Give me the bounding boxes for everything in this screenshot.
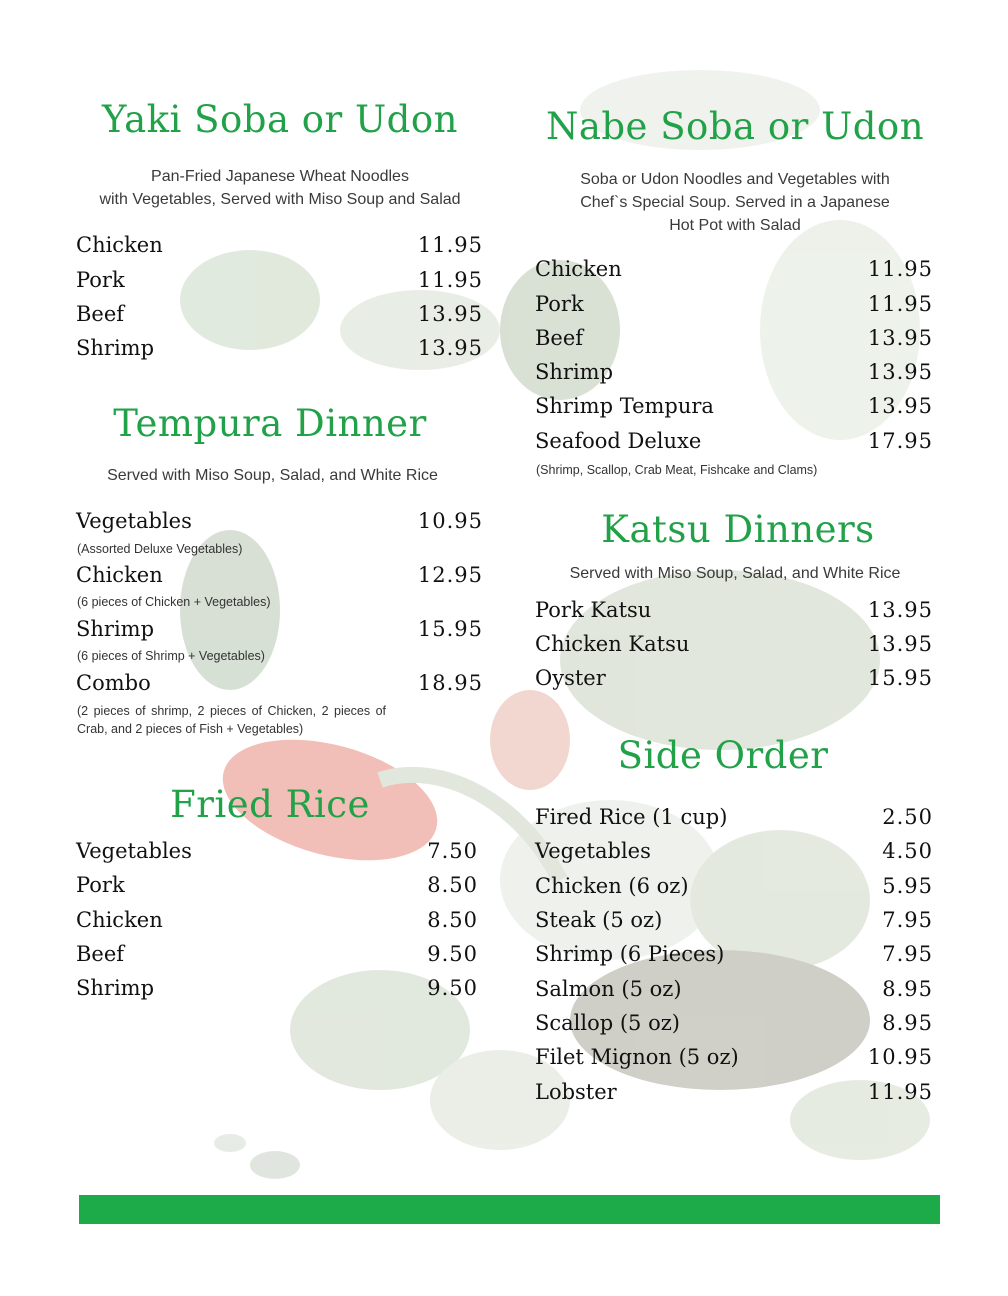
item-name: Oyster bbox=[535, 666, 606, 690]
item-note: (6 pieces of Chicken + Vegetables) bbox=[77, 595, 271, 609]
item-price: 12.95 bbox=[417, 563, 483, 587]
item-name: Seafood Deluxe bbox=[535, 429, 702, 453]
item-name: Filet Mignon (5 oz) bbox=[535, 1045, 739, 1069]
item-price: 9.50 bbox=[427, 942, 478, 966]
item-price: 13.95 bbox=[417, 302, 483, 326]
item-name: Lobster bbox=[535, 1080, 617, 1104]
item-price: 7.95 bbox=[882, 908, 933, 932]
item-name: Chicken bbox=[76, 563, 163, 587]
item-price: 13.95 bbox=[867, 632, 933, 656]
item-price: 4.50 bbox=[882, 839, 933, 863]
item-name: Shrimp bbox=[76, 617, 155, 641]
item-price: 13.95 bbox=[867, 360, 933, 384]
section-description: with Vegetables, Served with Miso Soup and Salad bbox=[99, 191, 461, 208]
item-name: Chicken Katsu bbox=[535, 632, 690, 656]
section-title-fried-rice: Fried Rice bbox=[170, 783, 370, 826]
item-price: 17.95 bbox=[867, 429, 933, 453]
item-name: Combo bbox=[76, 671, 151, 695]
item-name: Chicken bbox=[76, 908, 163, 932]
item-name: Chicken (6 oz) bbox=[535, 874, 689, 898]
item-name: Pork bbox=[535, 292, 584, 316]
item-name: Fired Rice (1 cup) bbox=[535, 805, 728, 829]
section-description: Pan-Fried Japanese Wheat Noodles bbox=[151, 168, 409, 185]
section-title-yaki-soba: Yaki Soba or Udon bbox=[102, 98, 458, 141]
item-price: 7.50 bbox=[427, 839, 478, 863]
item-name: Steak (5 oz) bbox=[535, 908, 663, 932]
item-name: Shrimp Tempura bbox=[535, 394, 714, 418]
section-title-katsu-dinners: Katsu Dinners bbox=[601, 508, 875, 551]
item-price: 8.95 bbox=[882, 977, 933, 1001]
section-description: Served with Miso Soup, Salad, and White Rice bbox=[107, 467, 438, 484]
item-price: 5.95 bbox=[882, 874, 933, 898]
item-price: 9.50 bbox=[427, 976, 478, 1000]
section-description: Soba or Udon Noodles and Vegetables with bbox=[580, 171, 890, 188]
item-price: 15.95 bbox=[417, 617, 483, 641]
item-price: 2.50 bbox=[882, 805, 933, 829]
item-name: Vegetables bbox=[535, 839, 651, 863]
item-price: 11.95 bbox=[417, 268, 483, 292]
item-name: Shrimp bbox=[76, 976, 155, 1000]
item-name: Vegetables bbox=[76, 839, 192, 863]
section-title-side-order: Side Order bbox=[617, 734, 829, 777]
section-title-tempura-dinner: Tempura Dinner bbox=[113, 402, 427, 445]
item-price: 8.50 bbox=[427, 908, 478, 932]
item-name: Chicken bbox=[535, 257, 622, 281]
section-title-nabe-soba: Nabe Soba or Udon bbox=[545, 105, 925, 148]
item-name: Beef bbox=[76, 942, 125, 966]
item-name: Pork Katsu bbox=[535, 598, 652, 622]
item-price: 11.95 bbox=[867, 292, 933, 316]
section-description: Hot Pot with Salad bbox=[669, 217, 801, 234]
item-price: 7.95 bbox=[882, 942, 933, 966]
item-name: Pork bbox=[76, 268, 125, 292]
item-price: 11.95 bbox=[417, 233, 483, 257]
item-price: 13.95 bbox=[867, 598, 933, 622]
item-name: Vegetables bbox=[76, 509, 192, 533]
item-note: (2 pieces of shrimp, 2 pieces of Chicken, 2 pieces of bbox=[77, 704, 387, 718]
item-price: 13.95 bbox=[417, 336, 483, 360]
item-name: Scallop (5 oz) bbox=[535, 1011, 680, 1035]
item-price: 13.95 bbox=[867, 394, 933, 418]
item-price: 10.95 bbox=[417, 509, 483, 533]
item-name: Shrimp bbox=[76, 336, 155, 360]
item-price: 8.50 bbox=[427, 873, 478, 897]
item-price: 10.95 bbox=[867, 1045, 933, 1069]
item-name: Beef bbox=[76, 302, 125, 326]
item-note: (Assorted Deluxe Vegetables) bbox=[77, 542, 243, 556]
section-description: Chef`s Special Soup. Served in a Japanese bbox=[580, 194, 890, 211]
item-note: (6 pieces of Shrimp + Vegetables) bbox=[77, 649, 265, 663]
item-price: 15.95 bbox=[867, 666, 933, 690]
item-note: (Shrimp, Scallop, Crab Meat, Fishcake and Clams) bbox=[536, 463, 818, 477]
item-name: Shrimp (6 Pieces) bbox=[535, 942, 725, 966]
section-description: Served with Miso Soup, Salad, and White Rice bbox=[569, 565, 901, 582]
item-name: Shrimp bbox=[535, 360, 614, 384]
item-price: 8.95 bbox=[882, 1011, 933, 1035]
item-price: 18.95 bbox=[417, 671, 483, 695]
item-name: Beef bbox=[535, 326, 584, 350]
item-price: 11.95 bbox=[867, 1080, 933, 1104]
item-name: Salmon (5 oz) bbox=[535, 977, 682, 1001]
item-name: Pork bbox=[76, 873, 125, 897]
item-price: 13.95 bbox=[867, 326, 933, 350]
item-note: Crab, and 2 pieces of Fish + Vegetables) bbox=[77, 722, 304, 736]
footer-green-bar bbox=[79, 1195, 940, 1224]
item-name: Chicken bbox=[76, 233, 163, 257]
item-price: 11.95 bbox=[867, 257, 933, 281]
